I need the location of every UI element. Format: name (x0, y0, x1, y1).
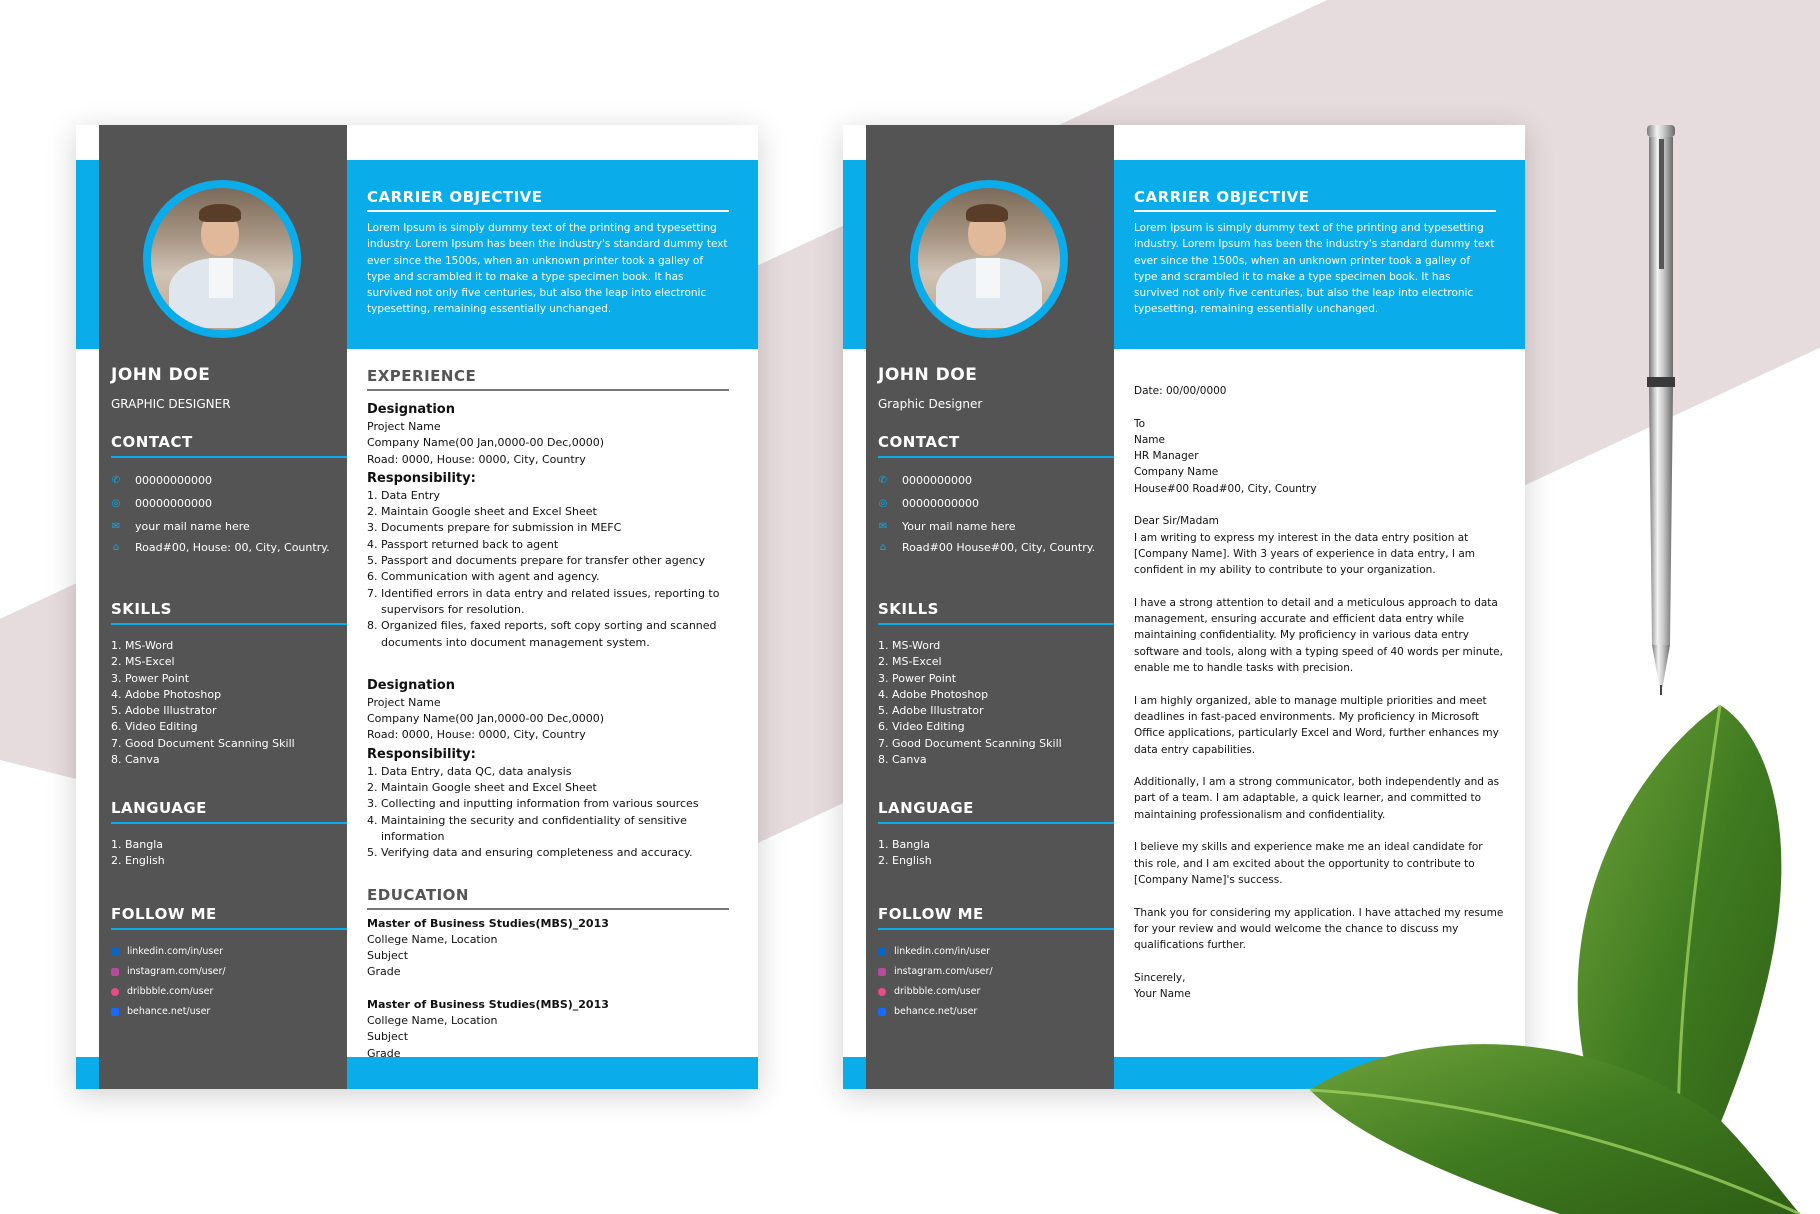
objective-underline (1134, 210, 1496, 212)
contact-heading: CONTACT (111, 433, 193, 451)
resume-sidebar (99, 125, 347, 1089)
linkedin-icon (878, 948, 886, 956)
letter-paragraph-5: I believe my skills and experience make me an ideal candidate for this role, and I am excited about the opportunity to contribute to [Company Name]'s success. (1134, 841, 1483, 886)
instagram-icon (111, 968, 119, 976)
language-underline (878, 822, 1114, 824)
instagram-link[interactable]: instagram.com/user/ (111, 966, 226, 977)
job-1-responsibilities: 1. Data Entry 2. Maintain Google sheet and Excel Sheet 3. Documents prepare for submission in MEFC 4. Passport returned back to agent 5. Passport and documents prepare for transfer other agency 6. Communication with agent and agency. 7. Identified errors in data entry and related issues, reporting to supervisors for resolution. 8. Organized files, faxed reports, soft copy sorting and scanned documents into document management system. (381, 488, 729, 651)
profile-photo (143, 180, 301, 338)
mail-icon: ✉ (111, 520, 121, 532)
objective-section (367, 188, 729, 318)
letter-paragraph-6: Thank you for considering my application. I have attached my resume for your review and would welcome the chance to discuss my qualifications further. (1134, 906, 1504, 952)
skills-underline (878, 623, 1114, 625)
contact-phone: ✆ 0000000000 (878, 474, 972, 487)
objective-heading: CARRIER OBJECTIVE (1134, 188, 1310, 206)
contact-phone: ✆ 00000000000 (111, 474, 212, 487)
job-2-responsibilities: 1. Data Entry, data QC, data analysis 2. Maintain Google sheet and Excel Sheet 3. Collecting and inputting information from various sources 4. Maintaining the security and confidentiality of sensitive information 5. Verifying data and ensuring completeness and accuracy. (381, 764, 729, 862)
contact-underline (878, 456, 1114, 458)
linkedin-link[interactable]: linkedin.com/in/user (111, 946, 223, 957)
follow-heading: FOLLOW ME (878, 905, 984, 923)
letter-paragraph-1: Dear Sir/Madam I am writing to express my interest in the data entry position at [Company Name]. With 3 years of experience in data entry, I am confident in my ability to contribute to your organization. (1134, 515, 1475, 577)
language-list: 1. Bangla 2. English (878, 838, 932, 868)
follow-underline (111, 928, 347, 930)
dribbble-icon (111, 988, 119, 996)
skills-heading: SKILLS (111, 600, 172, 618)
leaf-decoration (1300, 700, 1820, 1214)
home-icon: ⌂ (879, 541, 887, 553)
candidate-role: GRAPHIC DESIGNER (111, 397, 231, 411)
objective-heading: CARRIER OBJECTIVE (367, 188, 543, 206)
job-block-1: Designation Project Name Company Name(00 Jan,0000-00 Dec,0000) Road: 0000, House: 0000, City, Country Responsibility: 1. Data Entry 2. Maintain Google sheet and Excel Sheet 3. Documents prepare for submission in MEFC 4. Passport returned back to agent 5. Passport and documents prepare for transfer other agency 6. Communication with agent and agency. 7. Identified errors in data entry and related issues, reporting to supervisors for resolution. 8. Organized files, faxed reports, soft copy sorting and scanned documents into document management system. (367, 401, 729, 651)
objective-underline (367, 210, 729, 212)
resume-page (76, 125, 758, 1089)
dribbble-link[interactable]: dribbble.com/user (111, 986, 213, 997)
phone-icon: ✆ (878, 474, 888, 486)
whatsapp-icon: ◎ (111, 497, 121, 509)
candidate-name: JOHN DOE (878, 365, 978, 385)
contact-email: ✉ Your mail name here (878, 520, 1016, 533)
education-entry-2: Master of Business Studies(MBS)_2013 College Name, Location Subject Grade (367, 997, 609, 1060)
language-list: 1. Bangla 2. English (111, 838, 165, 868)
profile-photo (910, 180, 1068, 338)
experience-section (367, 367, 729, 1062)
home-icon: ⌂ (112, 541, 120, 553)
mail-icon: ✉ (878, 520, 888, 532)
skills-list: 1. MS-Word 2. MS-Excel 3. Power Point 4. Adobe Photoshop 5. Adobe Illustrator 6. Video Editing 7. Good Document Scanning Skill 8. Canva (111, 639, 295, 767)
pen-decoration (1643, 125, 1679, 695)
letter-signoff: Sincerely, Your Name (1134, 971, 1191, 1000)
skills-heading: SKILLS (878, 600, 939, 618)
phone-icon: ✆ (111, 474, 121, 486)
whatsapp-icon: ◎ (878, 497, 888, 509)
contact-underline (111, 456, 347, 458)
linkedin-icon (111, 948, 119, 956)
language-heading: LANGUAGE (111, 799, 207, 817)
linkedin-link[interactable]: linkedin.com/in/user (878, 946, 990, 957)
contact-address: ⌂ Road#00 House#00, City, Country. (879, 541, 1096, 554)
objective-text: Lorem Ipsum is simply dummy text of the printing and typesetting industry. Lorem Ipsum has been the industry's standard dummy text ever since the 1500s, when an unknown printer took a galley of type and scrambled it to make a type specimen book. It has survived not only five centuries, but also the leap into electronic typesetting, remaining essentially unchanged. (1134, 222, 1495, 316)
behance-icon (878, 1008, 886, 1016)
experience-underline (367, 389, 729, 391)
instagram-icon (878, 968, 886, 976)
dribbble-link[interactable]: dribbble.com/user (878, 986, 980, 997)
candidate-role: Graphic Designer (878, 397, 983, 411)
experience-heading: EXPERIENCE (367, 367, 477, 385)
skills-list: 1. MS-Word 2. MS-Excel 3. Power Point 4. Adobe Photoshop 5. Adobe Illustrator 6. Video Editing 7. Good Document Scanning Skill 8. Canva (878, 639, 1062, 767)
contact-heading: CONTACT (878, 433, 960, 451)
language-heading: LANGUAGE (878, 799, 974, 817)
letter-date: Date: 00/00/0000 (1134, 385, 1227, 397)
candidate-name: JOHN DOE (111, 365, 211, 385)
behance-link[interactable]: behance.net/user (111, 1006, 210, 1017)
language-underline (111, 822, 347, 824)
contact-whatsapp: ◎ 00000000000 (111, 497, 212, 510)
education-entry-1: Master of Business Studies(MBS)_2013 College Name, Location Subject Grade (367, 916, 609, 979)
contact-email: ✉ your mail name here (111, 520, 250, 533)
contact-whatsapp: ◎ 00000000000 (878, 497, 979, 510)
cover-sidebar (866, 125, 1114, 1089)
instagram-link[interactable]: instagram.com/user/ (878, 966, 993, 977)
education-heading: EDUCATION (367, 885, 469, 904)
follow-underline (878, 928, 1114, 930)
letter-paragraph-2: I have a strong attention to detail and a meticulous approach to data management, ensuring accurate and efficient data entry while maintaining confidentiality. My proficiency in various data entry software and tools, along with a typing speed of 40 words per minute, enable me to handle tasks with precision. (1134, 596, 1503, 675)
contact-address: ⌂ Road#00, House: 00, City, Country. (112, 541, 330, 554)
behance-link[interactable]: behance.net/user (878, 1006, 977, 1017)
objective-text: Lorem Ipsum is simply dummy text of the printing and typesetting industry. Lorem Ipsum has been the industry's standard dummy text ever since the 1500s, when an unknown printer took a galley of type and scrambled it to make a type specimen book. It has survived not only five centuries, but also the leap into electronic typesetting, remaining essentially unchanged. (367, 222, 728, 316)
behance-icon (111, 1008, 119, 1016)
education-underline (367, 908, 729, 910)
skills-underline (111, 623, 347, 625)
objective-section (1134, 188, 1496, 318)
job-block-2: Designation Project Name Company Name(00 Jan,0000-00 Dec,0000) Road: 0000, House: 0000, City, Country Responsibility: 1. Data Entry, data QC, data analysis 2. Maintain Google sheet and Excel Sheet 3. Collecting and inputting information from various sources 4. Maintaining the security and confidentiality of sensitive information 5. Verifying data and ensuring completeness and accuracy. (367, 677, 729, 862)
letter-paragraph-4: Additionally, I am a strong communicator, both independently and as part of a team. I am adaptable, a quick learner, and committed to maintaining professionalism and confidentiality. (1134, 776, 1500, 821)
letter-paragraph-3: I am highly organized, able to manage multiple priorities and meet deadlines in fast-paced environments. My proficiency in Microsoft Office applications, particularly Excel and Word, further enhances my data entry capabilities. (1134, 694, 1499, 756)
letter-recipient: To Name HR Manager Company Name House#00 Road#00, City, Country (1134, 417, 1317, 495)
follow-heading: FOLLOW ME (111, 905, 217, 923)
dribbble-icon (878, 988, 886, 996)
